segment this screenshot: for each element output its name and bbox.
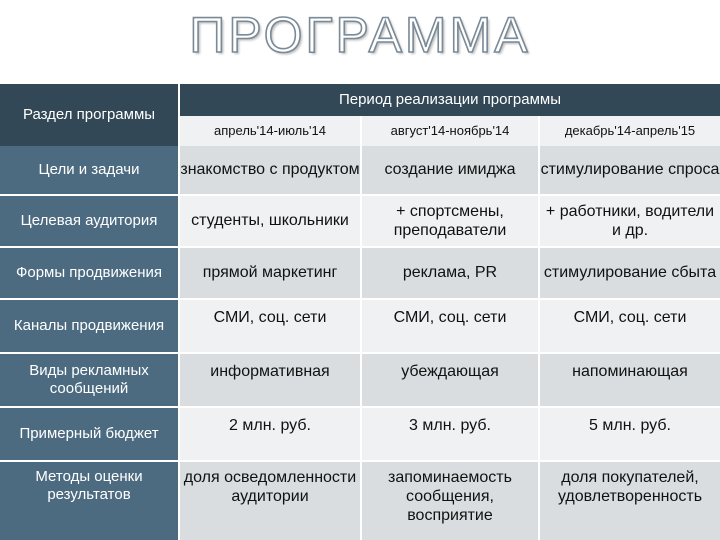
table-cell: СМИ, соц. сети: [180, 300, 360, 352]
header-period-2: август'14-ноябрь'14: [362, 116, 538, 146]
row-label-audience: Целевая аудитория: [0, 196, 178, 246]
table-cell: СМИ, соц. сети: [540, 300, 720, 352]
table-cell: 5 млн. руб.: [540, 408, 720, 460]
page-title: ПРОГРАММА: [189, 7, 531, 63]
table-cell: доля покупателей, удовлетворенность: [540, 462, 720, 540]
table-cell: стимулирование спроса: [540, 146, 720, 194]
table-cell: 3 млн. руб.: [362, 408, 538, 460]
table-cell: напоминающая: [540, 354, 720, 406]
row-label-message-types: Виды рекламных сообщений: [0, 354, 178, 406]
header-period-label: Период реализации программы: [180, 84, 720, 116]
table-cell: стимулирование сбыта: [540, 248, 720, 298]
table-cell: + работники, водители и др.: [540, 196, 720, 246]
header-period-3: декабрь'14-апрель'15: [540, 116, 720, 146]
table-cell: информативная: [180, 354, 360, 406]
table-cell: создание имиджа: [362, 146, 538, 194]
table-cell: запоминаемость сообщения, восприятие: [362, 462, 538, 540]
table-cell: убеждающая: [362, 354, 538, 406]
table-cell: + спортсмены, преподаватели: [362, 196, 538, 246]
row-label-goals: Цели и задачи: [0, 146, 178, 194]
table-cell: СМИ, соц. сети: [362, 300, 538, 352]
table-cell: студенты, школьники: [180, 196, 360, 246]
program-table: [0, 84, 720, 540]
table-cell: 2 млн. руб.: [180, 408, 360, 460]
row-label-forms: Формы продвижения: [0, 248, 178, 298]
row-label-budget: Примерный бюджет: [0, 408, 178, 460]
table-cell: прямой маркетинг: [180, 248, 360, 298]
row-label-evaluation: Методы оценки результатов: [0, 462, 178, 540]
table-cell: доля осведомленности аудитории: [180, 462, 360, 540]
table-cell: знакомство с продуктом: [180, 146, 360, 194]
header-section-label: Раздел программы: [0, 84, 178, 146]
table-cell: реклама, PR: [362, 248, 538, 298]
row-label-channels: Каналы продвижения: [0, 300, 178, 352]
header-period-1: апрель'14-июль'14: [180, 116, 360, 146]
